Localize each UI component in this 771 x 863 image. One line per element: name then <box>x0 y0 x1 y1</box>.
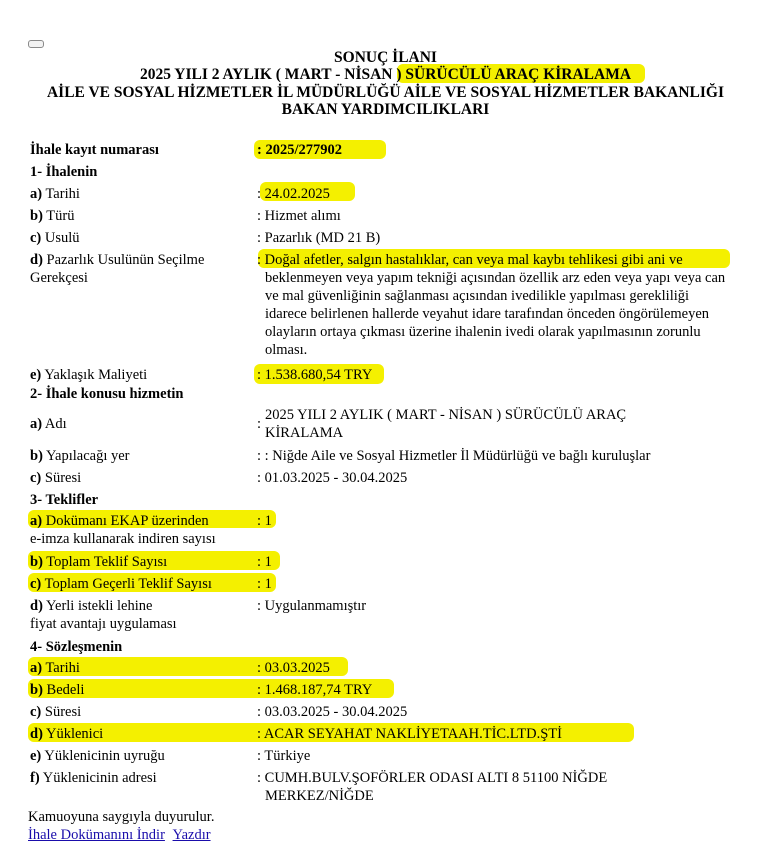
s4-f-value: : CUMH.BULV.ŞOFÖRLER ODASI ALTI 8 51100 NİĞDE <box>257 770 608 786</box>
download-documents-link[interactable]: İhale Dokümanını İndir <box>28 827 165 843</box>
footer-links <box>28 826 211 844</box>
s1-b-value: : Hizmet alımı <box>257 208 341 224</box>
s3-c-value: : 1 <box>257 576 272 592</box>
s2-a-value: 2025 YILI 2 AYLIK ( MART - NİSAN ) SÜRÜCÜLÜ ARAÇ <box>265 407 627 423</box>
s4-a-value: : 03.03.2025 <box>257 660 330 676</box>
s3-b-value: : 1 <box>257 554 272 570</box>
header-ministry: BAKAN YARDIMCILIKLARI <box>281 101 490 118</box>
s1-a-label: Tarihi <box>42 186 80 202</box>
s4-e-value: : Türkiye <box>257 748 311 764</box>
s1-d-value-rest: beklenmeyen veya yapım tekniği açısından özellik arz eden veya yapı veya can ve mal güvenliğinin sağlanması açısından ivedilikle yapılması gerekliliği idarece belirlenen hallerde veyahut idare tarafından önceden öngörülemeyen olayların ortaya çıkması üzerine ihalenin ivedi olarak yapılmasının zorunlu olması. <box>265 270 726 358</box>
s2-b-label: Yapılacağı yer <box>42 448 130 464</box>
s3-d-label-2: fiyat avantajı uygulaması <box>30 616 177 632</box>
s4-b-value: : 1.468.187,74 TRY <box>257 682 373 698</box>
s2-a-value-2: KİRALAMA <box>265 425 344 441</box>
s4-f-value-2: MERKEZ/NİĞDE <box>265 788 374 804</box>
s3-c-label: Toplam Geçerli Teklif Sayısı <box>41 576 212 592</box>
section-3-title: 3- Teklifler <box>30 492 99 508</box>
kayit-value: : 2025/277902 <box>257 142 342 158</box>
s2-c-value: : 01.03.2025 - 30.04.2025 <box>257 470 408 486</box>
s2-a-label: Adı <box>42 416 67 432</box>
print-link[interactable]: Yazdır <box>172 827 211 843</box>
s4-e-label: Yüklenicinin uyruğu <box>41 748 165 764</box>
s4-c-value: : 03.03.2025 - 30.04.2025 <box>257 704 408 720</box>
s1-d-label-2: Gerekçesi <box>30 270 88 286</box>
section-1-title: 1- İhalenin <box>30 164 98 180</box>
s3-a-value: : 1 <box>257 513 272 529</box>
s1-d-label: Pazarlık Usulünün Seçilme <box>42 252 205 268</box>
header-subject: 2025 YILI 2 AYLIK ( MART - NİSAN ) SÜRÜCÜLÜ ARAÇ KİRALAMA <box>139 66 632 83</box>
s4-d-label: Yüklenici <box>42 726 104 742</box>
s2-a-colon: : <box>257 416 262 432</box>
closing-text: Kamuoyuna saygıyla duyurulur. <box>28 809 215 825</box>
s1-e-value: : 1.538.680,54 TRY <box>257 367 373 383</box>
s1-e-label: Yaklaşık Maliyeti <box>41 367 148 383</box>
collapse-button[interactable] <box>28 40 44 48</box>
s1-d-value: : Doğal afetler, salgın hastalıklar, can veya mal kaybı tehlikesi gibi ani ve <box>257 252 683 268</box>
s3-d-label: Yerli istekli lehine <box>42 598 153 614</box>
section-2-title: 2- İhale konusu hizmetin <box>30 386 184 402</box>
s4-c-label: Süresi <box>41 704 82 720</box>
s4-d-value: : ACAR SEYAHAT NAKLİYETAAH.TİC.LTD.ŞTİ <box>257 726 562 742</box>
s2-c-label: Süresi <box>41 470 82 486</box>
s4-b-label: Bedeli <box>42 682 85 698</box>
header-title: SONUÇ İLANI <box>334 49 437 66</box>
s1-a-value: : 24.02.2025 <box>257 186 330 202</box>
s3-d-value: : Uygulanmamıştır <box>257 598 367 614</box>
s1-c-value: : Pazarlık (MD 21 B) <box>257 230 381 246</box>
s4-a-label: Tarihi <box>42 660 80 676</box>
s1-b-label: Türü <box>42 208 75 224</box>
kayit-label: İhale kayıt numarası <box>30 142 159 158</box>
s2-b-value: : : Niğde Aile ve Sosyal Hizmetler İl Müdürlüğü ve bağlı kuruluşlar <box>257 448 651 464</box>
s3-a-label: Dokümanı EKAP üzerinden <box>42 513 209 529</box>
s1-c-label: Usulü <box>41 230 80 246</box>
s3-a-label-2: e-imza kullanarak indiren sayısı <box>30 531 216 547</box>
header-institution: AİLE VE SOSYAL HİZMETLER İL MÜDÜRLÜĞÜ AİLE VE SOSYAL HİZMETLER BAKANLIĞI <box>46 84 725 101</box>
section-4-title: 4- Sözleşmenin <box>30 639 123 655</box>
s4-f-label: Yüklenicinin adresi <box>39 770 157 786</box>
s3-b-label: Toplam Teklif Sayısı <box>42 554 168 570</box>
